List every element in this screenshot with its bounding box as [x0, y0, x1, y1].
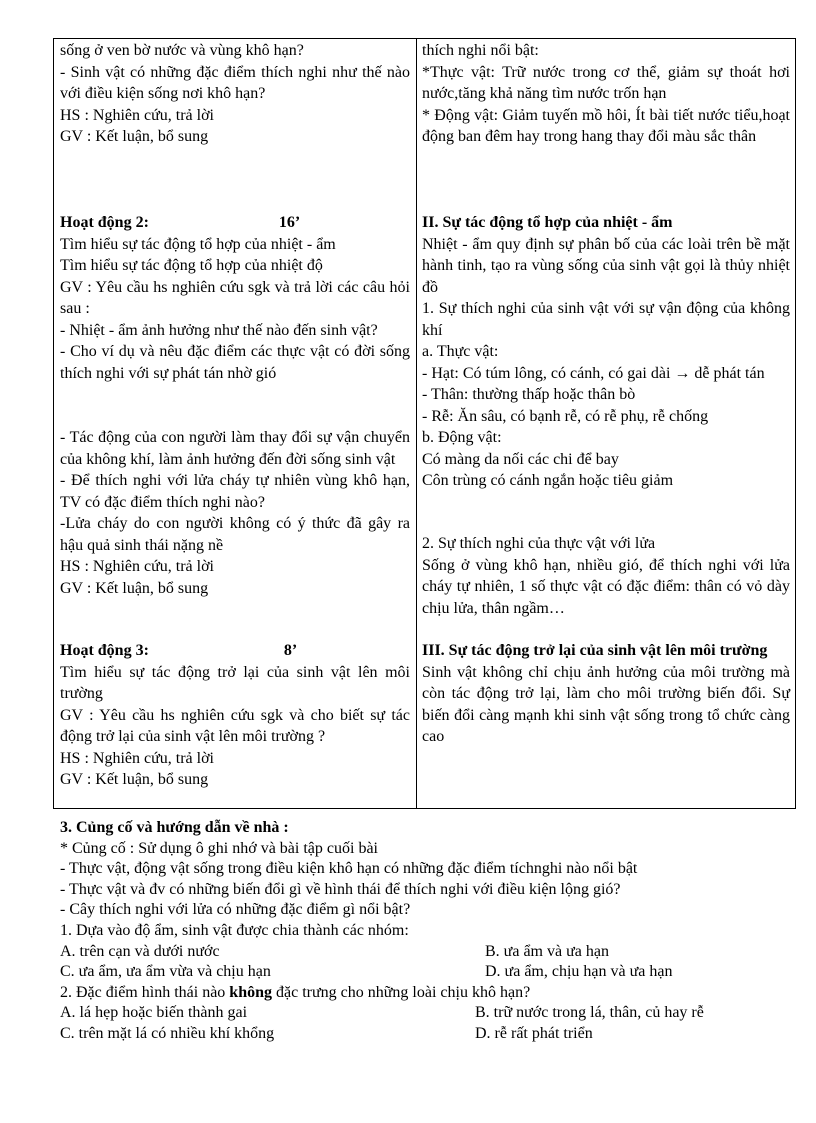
text-line: * Động vật: Giảm tuyến mồ hôi, Ít bài tiết nước tiểu,hoạt động ban đêm hay trong hang thay đổi màu sắc thân	[422, 106, 790, 145]
left-block-2	[60, 212, 410, 384]
right-block-3	[422, 533, 790, 619]
activity-3-heading	[60, 640, 410, 662]
activity-2-title: Hoạt động 2:	[60, 214, 149, 231]
text-line: - Cây thích nghi với lửa có những đặc điểm gì nổi bật?	[60, 901, 411, 919]
text-line: - Thực vật, động vật sống trong điều kiện khô hạn có những đặc điểm tíchnghi nào nổi bật	[60, 860, 638, 878]
text-line: HS : Nghiên cứu, trả lời	[60, 558, 214, 575]
text-line: 1. Sự thích nghi của sinh vật với sự vận động của không khí	[422, 300, 790, 339]
text-line: GV : Yêu cầu hs nghiên cứu sgk và cho biết sự tác động trở lại của sinh vật lên môi trường ?	[60, 706, 410, 745]
option-c: C. ưa ẩm, ưa ẩm vừa và chịu hạn	[60, 963, 271, 981]
text-line: - Sinh vật có những đặc điểm thích nghi như thế nào với điều kiện sống nơi khô hạn?	[60, 63, 410, 102]
option-b: B. ưa ẩm và ưa hạn	[485, 942, 609, 960]
text-line: Tìm hiểu sự tác động tổ hợp của nhiệt - ẩm	[60, 235, 336, 253]
activity-2-heading	[60, 212, 410, 234]
text-line: - Tác động của con người làm thay đổi sự vận chuyển của không khí, làm ảnh hưởng đến đời sống sinh vật	[60, 429, 410, 468]
question-2-text: 2. Đặc điểm hình thái nào	[60, 983, 230, 1001]
option-c: C. trên mặt lá có nhiều khí khổng	[60, 1024, 275, 1042]
left-block-3	[60, 427, 410, 599]
text-line: thích nghi nổi bật:	[422, 42, 539, 59]
option-d: D. rễ rất phát triển	[475, 1024, 593, 1042]
review-section	[60, 818, 800, 1045]
text-line: Côn trùng có cánh ngắn hoặc tiêu giảm	[422, 472, 674, 489]
text-line: - Thân: thường thấp hoặc thân bò	[422, 386, 636, 403]
text-line: Tìm hiểu sự tác động tổ hợp của nhiệt độ	[60, 257, 323, 274]
text-line: HS : Nghiên cứu, trả lời	[60, 106, 214, 124]
text-line: - Cho ví dụ và nêu đặc điểm các thực vật có đời sống thích nghi với sự phát tán nhờ gió	[60, 343, 410, 382]
text-line: - Thực vật và đv có những biến đổi gì về hình thái để thích nghi với điều kiện lộng gió?	[60, 880, 621, 898]
text-line: Nhiệt - ẩm quy định sự phân bố của các loài trên bề mặt hành tinh, tạo ra vùng sống của sinh vật gọi là thủy nhiệt đồ	[422, 235, 790, 296]
left-block-4	[60, 640, 410, 791]
text-line: HS : Nghiên cứu, trả lời	[60, 749, 214, 767]
option-b: B. trữ nước trong lá, thân, củ hay rễ	[475, 1004, 704, 1022]
text-line: 2. Sự thích nghi của thực vật với lửa	[422, 535, 656, 552]
text-line: - Hạt: Có túm lông, có cánh, có gai dài → dễ phát tán	[422, 364, 765, 382]
text-line: - Rễ: Ăn sâu, có bạnh rễ, có rễ phụ, rễ chống	[422, 407, 709, 425]
text-line: - Nhiệt - ẩm ảnh hưởng như thế nào đến sinh vật?	[60, 321, 378, 339]
question-2-text-end: đặc trưng cho những loài chịu khô hạn?	[272, 983, 531, 1001]
lesson-table	[53, 38, 796, 809]
question-1-options-row-2	[60, 962, 800, 983]
text-line: Tìm hiểu sự tác động trở lại của sinh vật lên môi trường	[60, 663, 410, 702]
option-d: D. ưa ẩm, chịu hạn và ưa hạn	[485, 963, 673, 981]
left-block-1	[60, 40, 410, 148]
text-line: GV : Yêu cầu hs nghiên cứu sgk và trả lời các câu hỏi sau :	[60, 278, 410, 317]
activity-2-time: 16’	[278, 214, 301, 231]
text-line: Sống ở vùng khô hạn, nhiều gió, để thích nghi với lửa cháy tự nhiên, 1 số thực vật có đặc điểm: thân có vỏ dày chịu lửa, thân ngầm…	[422, 556, 790, 617]
right-block-2	[422, 212, 790, 492]
text-line: - Để thích nghi với lửa cháy tự nhiên vùng khô hạn, TV có đặc điểm thích nghi nào?	[60, 472, 410, 511]
question-2-options-row-1	[60, 1003, 800, 1024]
text-line: GV : Kết luận, bổ sung	[60, 128, 209, 145]
text-line: a. Thực vật:	[422, 343, 499, 360]
text-line: b. Động vật:	[422, 429, 502, 446]
option-a: A. lá hẹp hoặc biến thành gai	[60, 1004, 248, 1022]
text-line: GV : Kết luận, bổ sung	[60, 579, 209, 597]
section-3-title: III. Sự tác động trở lại của sinh vật lên môi trường	[422, 642, 768, 659]
right-block-1	[422, 40, 790, 148]
activity-3-title: Hoạt động 3:	[60, 642, 149, 659]
column-divider	[416, 39, 417, 808]
review-heading: 3. Củng cố và hướng dẫn về nhà :	[60, 819, 289, 836]
right-block-4	[422, 640, 790, 748]
section-2-title: II. Sự tác động tổ hợp của nhiệt - ẩm	[422, 214, 673, 231]
question-2-emphasis: không	[229, 983, 272, 1001]
text-line: *Thực vật: Trữ nước trong cơ thể, giảm sự thoát hơi nước,tăng khả năng tìm nước trốn hạn	[422, 63, 790, 102]
question-2	[60, 983, 800, 1004]
question-2-options-row-2	[60, 1024, 800, 1045]
text-line: -Lửa cháy do con người không có ý thức đã gây ra hậu quả sinh thái nặng nề	[60, 515, 410, 554]
question-1: 1. Dựa vào độ ẩm, sinh vật được chia thành các nhóm:	[60, 921, 409, 939]
text-line: * Củng cố : Sử dụng ô ghi nhớ và bài tập cuối bài	[60, 839, 378, 857]
question-1-options-row-1	[60, 942, 800, 963]
text-line: sống ở ven bờ nước và vùng khô hạn?	[60, 42, 304, 59]
text-line: Sinh vật không chỉ chịu ảnh hưởng của môi trường mà còn tác động trở lại, làm cho môi trường biến đổi. Sự biến đổi càng mạnh khi sinh vật sống trong tổ chức càng cao	[422, 663, 790, 745]
option-a: A. trên cạn và dưới nước	[60, 942, 220, 960]
text-line: Có màng da nối các chi để bay	[422, 450, 619, 468]
text-line: GV : Kết luận, bổ sung	[60, 771, 209, 788]
activity-3-time: 8’	[283, 642, 298, 659]
